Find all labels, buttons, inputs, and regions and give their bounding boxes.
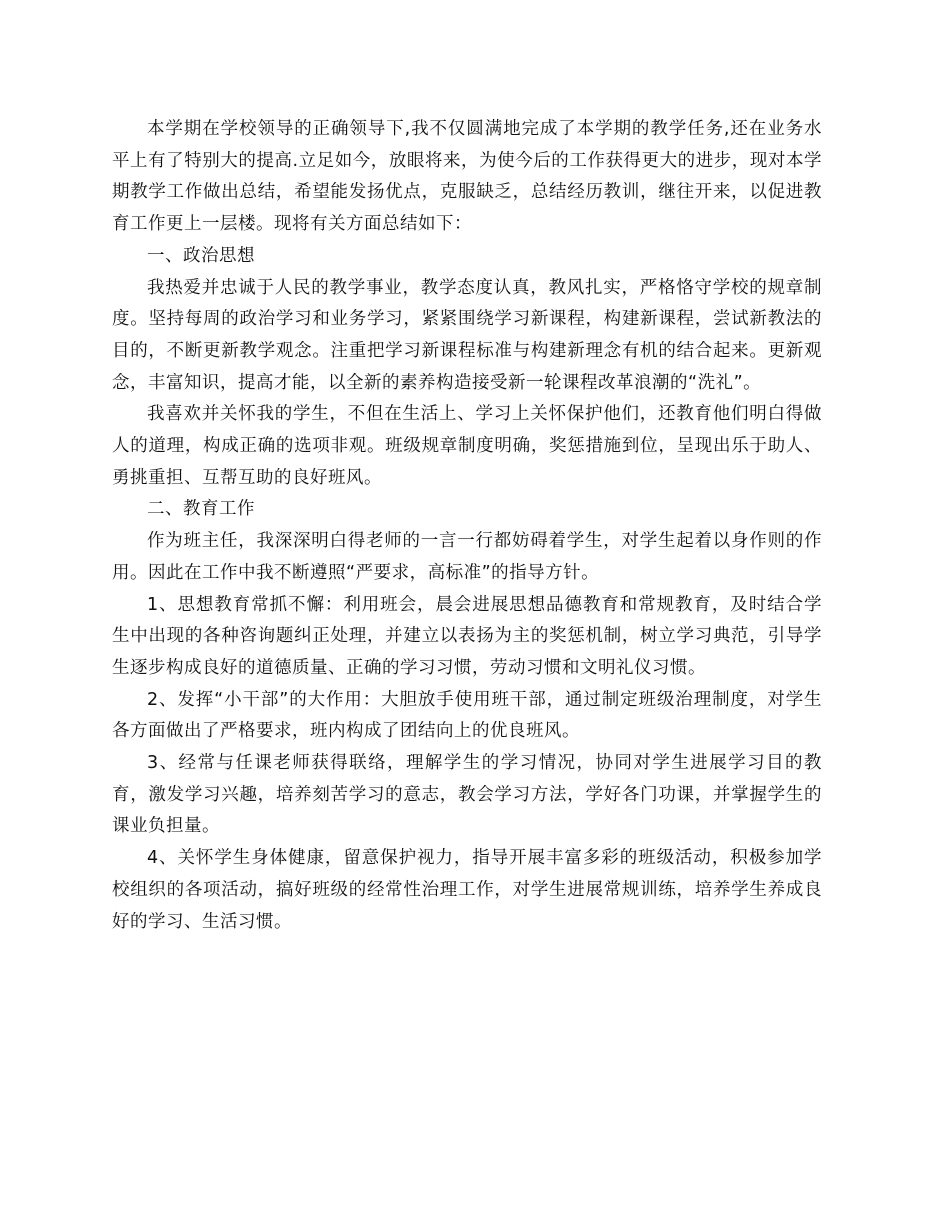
- intro-paragraph: 本学期在学校领导的正确领导下,我不仅圆满地完成了本学期的教学任务,还在业务水平上有了特别大的提高.立足如今，放眼将来，为使今后的工作获得更大的进步，现对本学期教学工作做出总结，希望能发扬优点，克服缺乏，总结经历教训，继往开来，以促进教育工作更上一层楼。现将有关方面总结如下：: [112, 119, 822, 235]
- education-item-2: 2、发挥“小干部”的大作用：大胆放手使用班干部，通过制定班级治理制度，对学生各方面做出了严格要求，班内构成了团结向上的优良班风。: [112, 689, 822, 742]
- section-heading-politics: 一、政治思想: [147, 245, 255, 266]
- education-item-3: 3、经常与任课老师获得联络，理解学生的学习情况，协同对学生进展学习目的教育，激发学习兴趣，培养刻苦学习的意志，教会学习方法，学好各门功课，并掌握学生的课业负担量。: [112, 753, 822, 837]
- education-item-1: 1、思想教育常抓不懈：利用班会，晨会进展思想品德教育和常规教育，及时结合学生中出现的各种咨询题纠正处理，并建立以表扬为主的奖惩机制，树立学习典范，引导学生逐步构成良好的道德质量、正确的学习习惯，劳动习惯和文明礼仪习惯。: [112, 594, 822, 678]
- section-heading-education: 二、教育工作: [147, 499, 255, 520]
- education-paragraph-intro: 作为班主任，我深深明白得老师的一言一行都妨碍着学生，对学生起着以身作则的作用。因此在工作中我不断遵照“严要求，高标准”的指导方针。: [112, 531, 822, 583]
- politics-paragraph-2: 我喜欢并关怀我的学生，不但在生活上、学习上关怀保护他们，还教育他们明白得做人的道理，构成正确的选项非观。班级规章制度明确，奖惩措施到位，呈现出乐于助人、勇挑重担、互帮互助的良好班风。: [112, 404, 822, 488]
- education-item-4: 4、关怀学生身体健康，留意保护视力，指导开展丰富多彩的班级活动，积极参加学校组织的各项活动，搞好班级的经常性治理工作，对学生进展常规训练，培养学生养成良好的学习、生活习惯。: [112, 848, 822, 932]
- document-body: [112, 114, 822, 938]
- politics-paragraph-1: 我热爱并忠诚于人民的教学事业，教学态度认真，教风扎实，严格恪守学校的规章制度。坚持每周的政治学习和业务学习，紧紧围绕学习新课程，构建新课程，尝试新教法的目的，不断更新教学观念。注重把学习新课程标准与构建新理念有机的结合起来。更新观念，丰富知识，提高才能，以全新的素养构造接受新一轮课程改革浪潮的“洗礼”。: [112, 277, 822, 393]
